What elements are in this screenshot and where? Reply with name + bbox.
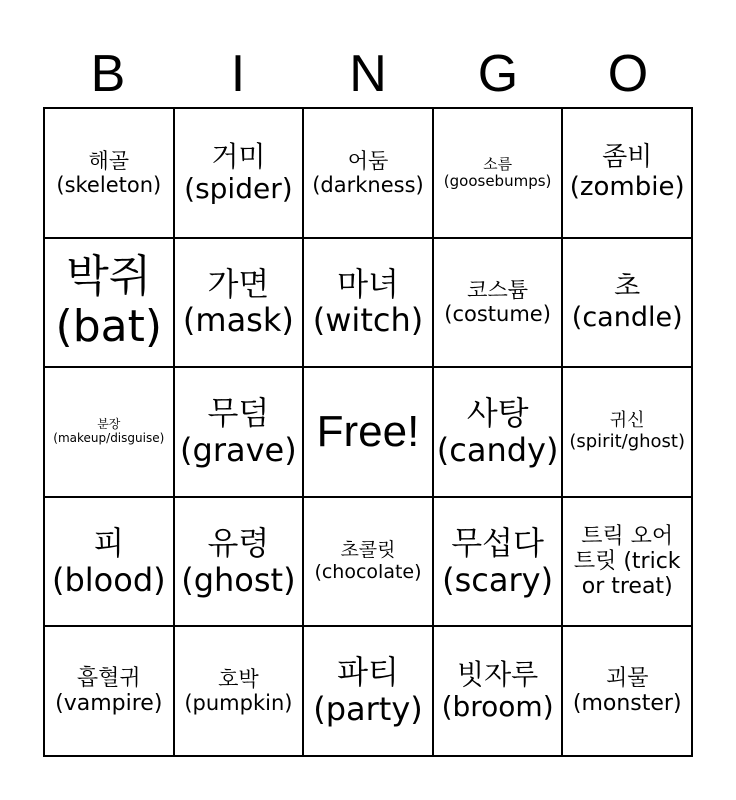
header-letter-b: B [90, 45, 126, 103]
bingo-cell[interactable]: 호박 (pumpkin) [174, 626, 304, 756]
bingo-cell[interactable]: 피 (blood) [44, 497, 174, 627]
bingo-cell[interactable]: 좀비 (zombie) [562, 108, 692, 238]
bingo-cell[interactable]: 분장 (makeup/disguise) [44, 367, 174, 497]
bingo-cell[interactable]: 거미 (spider) [174, 108, 304, 238]
bingo-cell[interactable]: 박쥐 (bat) [44, 238, 174, 368]
bingo-cell[interactable]: 파티 (party) [303, 626, 433, 756]
header-letter-g: G [477, 45, 519, 103]
bingo-cell[interactable]: 흡혈귀 (vampire) [44, 626, 174, 756]
bingo-cell[interactable]: 초콜릿 (chocolate) [303, 497, 433, 627]
bingo-cell[interactable]: 트릭 오어 트릿 (trick or treat) [562, 497, 692, 627]
header-letter-i: I [230, 45, 246, 103]
header-letter-o: O [607, 45, 649, 103]
bingo-cell[interactable]: 해골 (skeleton) [44, 108, 174, 238]
bingo-cell[interactable]: 어둠 (darkness) [303, 108, 433, 238]
bingo-cell[interactable]: 무덤 (grave) [174, 367, 304, 497]
bingo-cell[interactable]: 유령 (ghost) [174, 497, 304, 627]
bingo-cell[interactable]: 괴물 (monster) [562, 626, 692, 756]
bingo-cell[interactable]: 초 (candle) [562, 238, 692, 368]
bingo-cell[interactable]: 가면 (mask) [174, 238, 304, 368]
bingo-cell[interactable]: 무섭다 (scary) [433, 497, 563, 627]
bingo-cell-free[interactable]: Free! [303, 367, 433, 497]
bingo-header [43, 40, 693, 108]
header-letter-n: N [349, 45, 387, 103]
bingo-cell[interactable]: 귀신 (spirit/ghost) [562, 367, 692, 497]
bingo-cell[interactable]: 빗자루 (broom) [433, 626, 563, 756]
bingo-cell[interactable]: 사탕 (candy) [433, 367, 563, 497]
bingo-card-grid [43, 107, 693, 757]
bingo-cell[interactable]: 코스튬 (costume) [433, 238, 563, 368]
bingo-cell[interactable]: 소름 (goosebumps) [433, 108, 563, 238]
bingo-cell[interactable]: 마녀 (witch) [303, 238, 433, 368]
